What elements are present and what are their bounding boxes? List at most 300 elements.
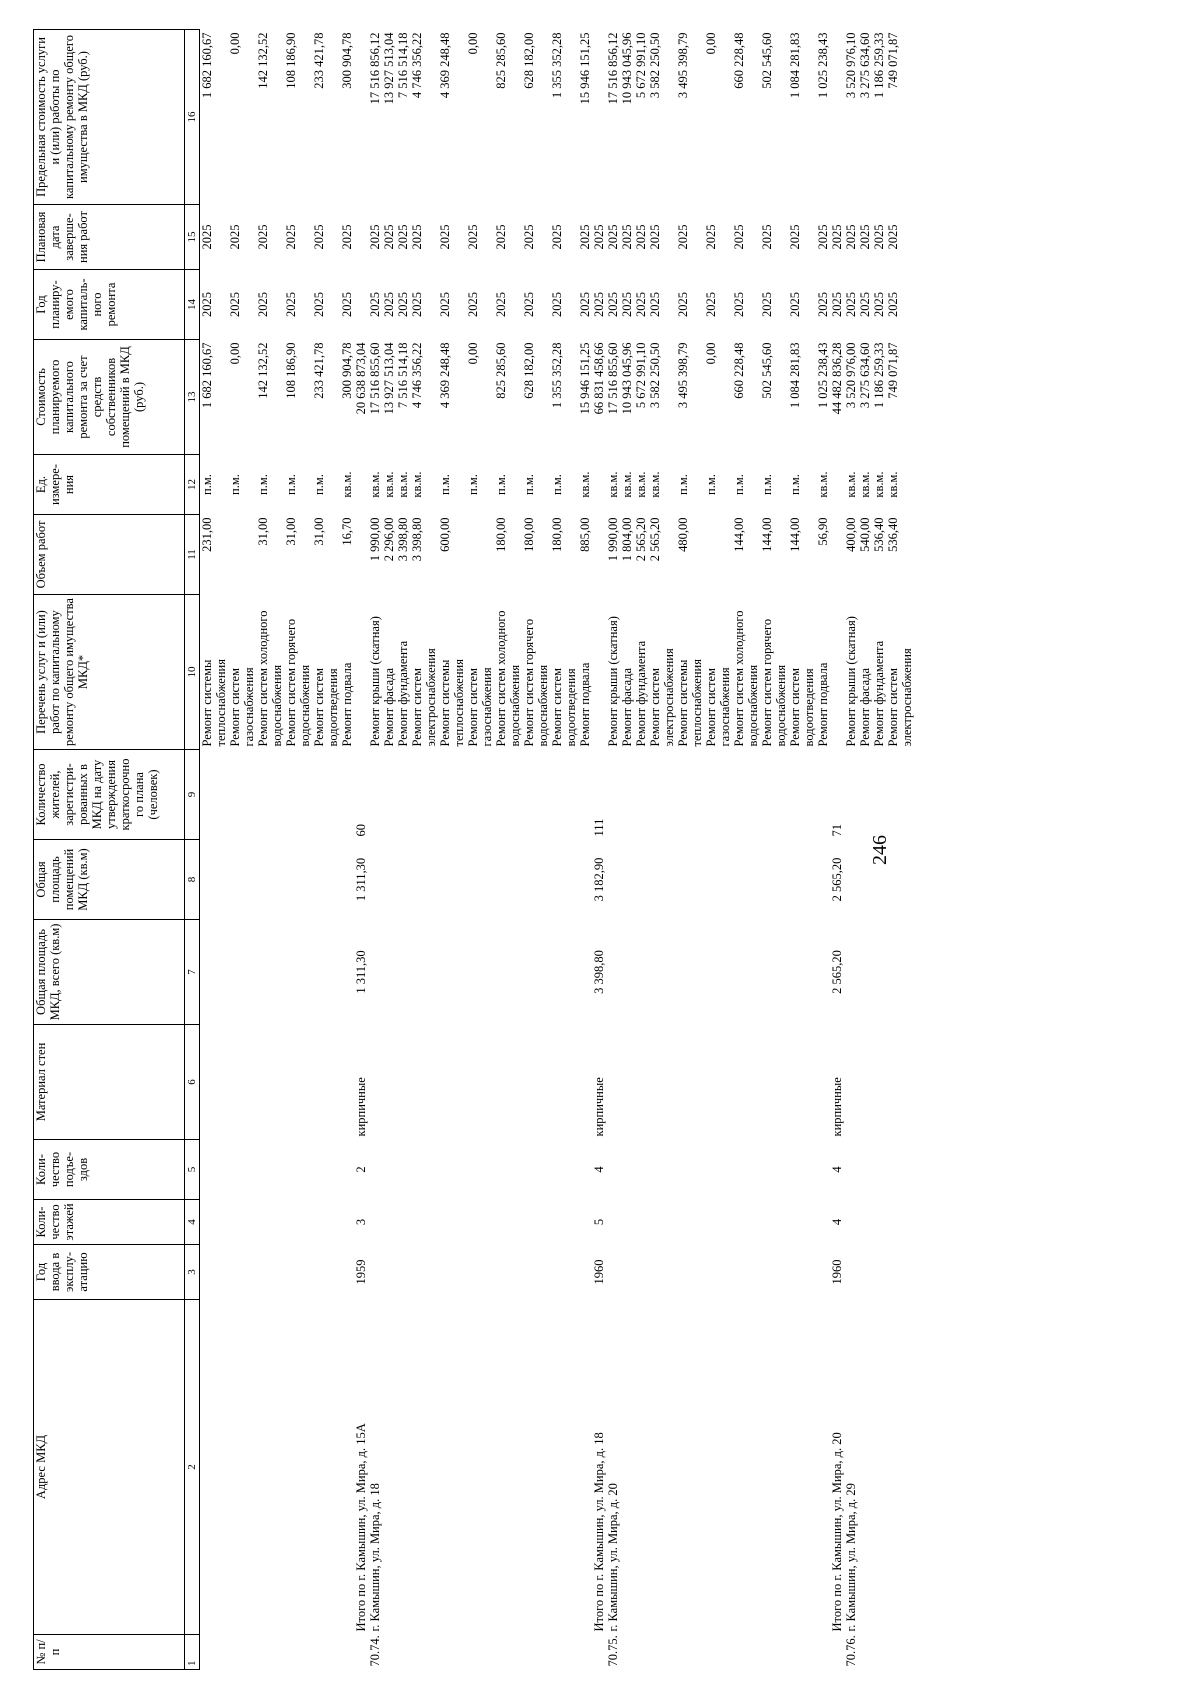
cell-no bbox=[704, 1635, 732, 1670]
cell-entr: 2 bbox=[354, 1166, 368, 1173]
cell-lim: 0,00 bbox=[466, 32, 480, 55]
cell-area2 bbox=[676, 840, 704, 920]
cell-floors bbox=[858, 1200, 872, 1245]
cell-cost: 825 285,60 bbox=[494, 342, 508, 399]
cell-end: 2025 bbox=[368, 224, 382, 250]
table-row bbox=[620, 30, 634, 1670]
cell-area2 bbox=[368, 840, 382, 920]
cell-work: Ремонт систем холодного водоснабжения bbox=[256, 610, 284, 747]
cell-end bbox=[354, 205, 368, 270]
cell-no bbox=[522, 1635, 550, 1670]
cell-year bbox=[368, 1245, 382, 1300]
cell-area2 bbox=[200, 840, 229, 920]
cell-unit: п.м. bbox=[200, 474, 214, 495]
cell-area2 bbox=[410, 840, 438, 920]
column-header: Материал стен bbox=[34, 1025, 185, 1140]
cell-unit: кв.м. bbox=[844, 471, 858, 498]
cell-cost: 749 071,87 bbox=[886, 342, 900, 399]
cell-cost: 233 421,78 bbox=[312, 342, 326, 399]
cell-vol: 144,00 bbox=[732, 517, 746, 552]
cell-no bbox=[760, 1635, 788, 1670]
cell-floors bbox=[676, 1200, 704, 1245]
cell-mat bbox=[760, 1025, 788, 1140]
cell-area2 bbox=[382, 840, 396, 920]
cell-lim: 3 582 250,50 bbox=[648, 32, 662, 99]
cell-year bbox=[732, 1245, 760, 1300]
table-row bbox=[284, 30, 312, 1670]
cell-cost: 4 746 356,22 bbox=[410, 342, 424, 409]
column-header: Стоимость планируемого капитального ремонта за счет средств собственников помещений в МКД (руб.) bbox=[34, 340, 185, 455]
cell-year bbox=[522, 1245, 550, 1300]
cell-unit: кв.м. bbox=[396, 471, 410, 498]
cell-lim: 1 025 238,43 bbox=[816, 32, 830, 99]
cell-vol: 536,40 bbox=[886, 517, 900, 552]
cell-addr bbox=[858, 1300, 872, 1635]
cell-floors bbox=[634, 1200, 648, 1245]
cell-end: 2025 bbox=[228, 224, 242, 250]
cell-no bbox=[494, 1635, 522, 1670]
cell-work: Ремонт подвала bbox=[816, 662, 830, 747]
table-row bbox=[648, 30, 676, 1670]
cell-lim: 749 071,87 bbox=[886, 32, 900, 89]
cell-res bbox=[578, 750, 592, 840]
cell-res bbox=[228, 750, 256, 840]
cell-res bbox=[872, 750, 886, 840]
cell-no: 70.76. bbox=[844, 1635, 858, 1667]
cell-addr bbox=[578, 1300, 592, 1635]
cell-yr: 2025 bbox=[732, 292, 746, 317]
cell-yr: 2025 bbox=[368, 292, 382, 317]
cell-vol bbox=[704, 515, 732, 595]
cell-cost: 0,00 bbox=[228, 342, 242, 365]
cell-unit: кв.м. bbox=[340, 471, 354, 498]
cell-area bbox=[284, 920, 312, 1025]
cell-addr: г. Камышин, ул. Мира, д. 20 bbox=[606, 1483, 620, 1632]
cell-cost: 142 132,52 bbox=[256, 342, 270, 399]
cell-cost: 5 672 991,10 bbox=[634, 342, 648, 409]
cell-yr: 2025 bbox=[522, 292, 536, 317]
cell-end: 2025 bbox=[648, 224, 662, 250]
cell-addr bbox=[494, 1300, 522, 1635]
cell-work: Ремонт фундамента bbox=[396, 640, 410, 747]
cell-unit: кв.м. bbox=[620, 471, 634, 498]
cell-mat bbox=[648, 1025, 676, 1140]
cell-work: Ремонт фасада bbox=[382, 667, 396, 747]
cell-unit: кв.м. bbox=[648, 471, 662, 498]
cell-addr bbox=[228, 1300, 256, 1635]
cell-mat bbox=[522, 1025, 550, 1140]
column-header: Коли-чество подъе-здов bbox=[34, 1140, 185, 1200]
cell-year bbox=[396, 1245, 410, 1300]
cell-work: Ремонт фундамента bbox=[634, 640, 648, 747]
cell-mat bbox=[200, 1025, 229, 1140]
table-row bbox=[732, 30, 760, 1670]
cell-area2 bbox=[550, 840, 578, 920]
cell-yr: 2025 bbox=[396, 292, 410, 317]
cell-entr bbox=[872, 1140, 886, 1200]
cell-addr bbox=[312, 1300, 340, 1635]
cell-yr: 2025 bbox=[200, 292, 214, 317]
cell-end: 2025 bbox=[634, 224, 648, 250]
cell-year bbox=[886, 1245, 914, 1300]
column-header: Адрес МКД bbox=[34, 1300, 185, 1635]
cell-vol: 480,00 bbox=[676, 517, 690, 552]
cell-end: 2025 bbox=[340, 224, 354, 250]
cell-mat: кирпичные bbox=[354, 1077, 368, 1137]
cell-unit: кв.м. bbox=[578, 471, 592, 498]
cell-area bbox=[382, 920, 396, 1025]
cell-area bbox=[634, 920, 648, 1025]
cell-year bbox=[256, 1245, 284, 1300]
cell-end: 2025 bbox=[872, 224, 886, 250]
cell-entr bbox=[396, 1140, 410, 1200]
cell-entr: 4 bbox=[830, 1166, 844, 1173]
cell-end: 2025 bbox=[704, 224, 718, 250]
cell-area bbox=[438, 920, 466, 1025]
cell-floors bbox=[872, 1200, 886, 1245]
cell-entr bbox=[788, 1140, 816, 1200]
cell-floors: 3 bbox=[354, 1218, 368, 1226]
cell-area2 bbox=[620, 840, 634, 920]
cell-cost: 660 228,48 bbox=[732, 342, 746, 399]
cell-entr bbox=[256, 1140, 284, 1200]
cell-area2 bbox=[648, 840, 676, 920]
cell-addr bbox=[704, 1300, 732, 1635]
cell-end: 2025 bbox=[396, 224, 410, 250]
cell-addr: г. Камышин, ул. Мира, д. 29 bbox=[844, 1483, 858, 1632]
cell-end: 2025 bbox=[886, 224, 900, 250]
cell-res bbox=[494, 750, 522, 840]
cell-floors bbox=[648, 1200, 676, 1245]
cell-vol: 180,00 bbox=[522, 517, 536, 552]
cell-area2 bbox=[886, 840, 914, 920]
column-number: 11 bbox=[185, 515, 200, 595]
table-row bbox=[634, 30, 648, 1670]
cell-mat bbox=[438, 1025, 466, 1140]
cell-area2: 3 182,90 bbox=[592, 857, 606, 902]
cell-end: 2025 bbox=[284, 224, 298, 250]
cell-unit bbox=[592, 455, 606, 515]
cell-area bbox=[368, 920, 382, 1025]
cell-work: Ремонт крыши (скатная) bbox=[606, 616, 620, 747]
cell-cost: 3 495 398,79 bbox=[676, 342, 690, 409]
cell-entr bbox=[494, 1140, 522, 1200]
cell-vol: 2 565,20 bbox=[648, 517, 662, 562]
cell-res bbox=[788, 750, 816, 840]
cell-area bbox=[620, 920, 634, 1025]
cell-no bbox=[648, 1635, 676, 1670]
cell-lim: 1 682 160,67 bbox=[200, 32, 214, 99]
cell-mat bbox=[844, 1025, 858, 1140]
cell-yr: 2025 bbox=[550, 292, 564, 317]
cell-mat bbox=[858, 1025, 872, 1140]
cell-res: 60 bbox=[354, 824, 368, 837]
cell-area bbox=[886, 920, 914, 1025]
cell-no bbox=[312, 1635, 340, 1670]
cell-year: 1959 bbox=[354, 1259, 368, 1285]
cell-area bbox=[200, 920, 229, 1025]
cell-year: 1960 bbox=[592, 1259, 606, 1285]
column-header: Год ввода в эксплу-атацию bbox=[34, 1245, 185, 1300]
cell-lim: 3 495 398,79 bbox=[676, 32, 690, 99]
cell-area2: 2 565,20 bbox=[830, 857, 844, 902]
cell-floors bbox=[522, 1200, 550, 1245]
cell-end: 2025 bbox=[382, 224, 396, 250]
cell-floors bbox=[200, 1200, 229, 1245]
cell-entr bbox=[200, 1140, 229, 1200]
cell-res bbox=[340, 750, 354, 840]
cell-yr: 2025 bbox=[228, 292, 242, 317]
cell-area bbox=[494, 920, 522, 1025]
cell-mat bbox=[382, 1025, 396, 1140]
cell-no bbox=[816, 1635, 830, 1670]
cell-addr bbox=[284, 1300, 312, 1635]
cell-work: Ремонт систем газоснабжения bbox=[704, 667, 732, 747]
cell-cost: 17 516 855,60 bbox=[606, 342, 620, 415]
column-header: Общая площадь помещений МКД (кв.м) bbox=[34, 840, 185, 920]
cell-yr: 2025 bbox=[284, 292, 298, 317]
cell-addr bbox=[676, 1300, 704, 1635]
cell-area2 bbox=[788, 840, 816, 920]
cell-vol: 1 990,00 bbox=[606, 517, 620, 562]
cell-entr bbox=[284, 1140, 312, 1200]
cell-yr bbox=[354, 270, 368, 340]
cell-area2 bbox=[858, 840, 872, 920]
cell-year: 1960 bbox=[830, 1259, 844, 1285]
cell-no bbox=[788, 1635, 816, 1670]
cell-cost: 300 904,78 bbox=[340, 342, 354, 399]
cell-mat bbox=[396, 1025, 410, 1140]
cell-yr: 2025 bbox=[760, 292, 774, 317]
cell-addr bbox=[256, 1300, 284, 1635]
cell-end: 2025 bbox=[550, 224, 564, 250]
cell-end: 2025 bbox=[788, 224, 802, 250]
cell-yr: 2025 bbox=[886, 292, 900, 317]
cell-no bbox=[592, 1635, 606, 1670]
cell-floors: 5 bbox=[592, 1218, 606, 1226]
cell-area2 bbox=[284, 840, 312, 920]
cell-mat bbox=[256, 1025, 284, 1140]
cell-res bbox=[844, 750, 858, 840]
cell-work bbox=[830, 595, 844, 750]
cell-floors bbox=[620, 1200, 634, 1245]
cell-year bbox=[788, 1245, 816, 1300]
cell-mat bbox=[466, 1025, 494, 1140]
cell-addr bbox=[648, 1300, 676, 1635]
cell-work: Ремонт подвала bbox=[340, 662, 354, 747]
cell-vol: 144,00 bbox=[788, 517, 802, 552]
cell-lim: 0,00 bbox=[704, 32, 718, 55]
cell-lim: 1 084 281,83 bbox=[788, 32, 802, 99]
cell-area bbox=[676, 920, 704, 1025]
cell-entr bbox=[340, 1140, 354, 1200]
cell-res bbox=[606, 750, 620, 840]
cell-vol: 1 804,00 bbox=[620, 517, 634, 562]
cell-addr bbox=[382, 1300, 396, 1635]
cell-area2 bbox=[606, 840, 620, 920]
cell-work: Ремонт системы теплоснабжения bbox=[438, 659, 466, 747]
cell-lim bbox=[592, 30, 606, 205]
cell-floors bbox=[760, 1200, 788, 1245]
cell-yr: 2025 bbox=[410, 292, 424, 317]
column-number: 15 bbox=[185, 205, 200, 270]
cell-area bbox=[606, 920, 620, 1025]
cell-end: 2025 bbox=[312, 224, 326, 250]
cell-lim: 3 520 976,10 bbox=[844, 32, 858, 99]
cell-floors bbox=[886, 1200, 914, 1245]
cell-lim: 142 132,52 bbox=[256, 32, 270, 89]
cell-area2 bbox=[732, 840, 760, 920]
table-row bbox=[256, 30, 284, 1670]
cell-unit bbox=[354, 455, 368, 515]
cell-work: Ремонт систем водоотведения bbox=[550, 668, 578, 747]
cell-year bbox=[550, 1245, 578, 1300]
cell-addr: г. Камышин, ул. Мира, д. 18 bbox=[368, 1483, 382, 1632]
cell-floors bbox=[438, 1200, 466, 1245]
cell-year bbox=[606, 1245, 620, 1300]
cell-vol: 536,40 bbox=[872, 517, 886, 552]
cell-res bbox=[550, 750, 578, 840]
cell-yr: 2025 bbox=[620, 292, 634, 317]
cell-mat bbox=[606, 1025, 620, 1140]
cell-end: 2025 bbox=[760, 224, 774, 250]
column-number: 14 bbox=[185, 270, 200, 340]
cell-year bbox=[872, 1245, 886, 1300]
cell-area2 bbox=[872, 840, 886, 920]
cell-entr bbox=[606, 1140, 620, 1200]
cell-work: Ремонт системы теплоснабжения bbox=[200, 659, 228, 747]
cell-year bbox=[340, 1245, 354, 1300]
column-header: Предельная стоимость услуги и (или) работы по капитальному ремонту общего имущества в МКД (руб.) bbox=[34, 30, 185, 205]
cell-mat bbox=[368, 1025, 382, 1140]
cell-year bbox=[494, 1245, 522, 1300]
table-row bbox=[844, 30, 858, 1670]
cell-mat bbox=[886, 1025, 914, 1140]
cell-lim: 7 516 514,18 bbox=[396, 32, 410, 99]
cell-area2 bbox=[816, 840, 830, 920]
cell-yr: 2025 bbox=[676, 292, 690, 317]
cell-year bbox=[200, 1245, 229, 1300]
column-number: 4 bbox=[185, 1200, 200, 1245]
cell-vol: 56,90 bbox=[816, 517, 830, 546]
cell-entr bbox=[844, 1140, 858, 1200]
cell-addr bbox=[816, 1300, 830, 1635]
column-header: Коли-чество этажей bbox=[34, 1200, 185, 1245]
cell-yr: 2025 bbox=[256, 292, 270, 317]
cell-unit: п.м. bbox=[788, 474, 802, 495]
cell-no bbox=[200, 1635, 229, 1670]
cell-mat: кирпичные bbox=[592, 1077, 606, 1137]
cell-lim bbox=[830, 30, 844, 205]
cell-lim: 5 672 991,10 bbox=[634, 32, 648, 99]
cell-year bbox=[704, 1245, 732, 1300]
cell-area bbox=[872, 920, 886, 1025]
cell-floors bbox=[368, 1200, 382, 1245]
cell-cost: 0,00 bbox=[704, 342, 718, 365]
cell-work: Ремонт систем холодного водоснабжения bbox=[494, 610, 522, 747]
cell-entr bbox=[634, 1140, 648, 1200]
cell-lim: 3 275 634,60 bbox=[858, 32, 872, 99]
cell-no: 70.75. bbox=[606, 1635, 620, 1667]
cell-area2 bbox=[634, 840, 648, 920]
cell-lim: 108 186,90 bbox=[284, 32, 298, 89]
cell-year bbox=[816, 1245, 830, 1300]
cell-area: 2 565,20 bbox=[830, 950, 844, 994]
cell-work: Ремонт систем горячего водоснабжения bbox=[522, 618, 550, 747]
table-row bbox=[368, 30, 382, 1670]
cell-work: Ремонт систем газоснабжения bbox=[466, 667, 494, 747]
cell-addr bbox=[872, 1300, 886, 1635]
cell-yr: 2025 bbox=[704, 292, 718, 317]
column-header: Год планиру-емого капиталь-ного ремонта bbox=[34, 270, 185, 340]
cell-work: Ремонт системы теплоснабжения bbox=[676, 659, 704, 747]
cell-work bbox=[592, 595, 606, 750]
cell-year bbox=[284, 1245, 312, 1300]
cell-end: 2025 bbox=[410, 224, 424, 250]
cell-vol bbox=[592, 515, 606, 595]
cell-mat bbox=[788, 1025, 816, 1140]
cell-mat bbox=[494, 1025, 522, 1140]
cell-unit: кв.м. bbox=[816, 471, 830, 498]
cell-addr bbox=[760, 1300, 788, 1635]
cell-no bbox=[872, 1635, 886, 1670]
cell-year bbox=[312, 1245, 340, 1300]
column-number: 6 bbox=[185, 1025, 200, 1140]
cell-floors bbox=[256, 1200, 284, 1245]
cell-yr: 2025 bbox=[382, 292, 396, 317]
cell-addr bbox=[466, 1300, 494, 1635]
cell-cost: 502 545,60 bbox=[760, 342, 774, 399]
cell-no bbox=[830, 1635, 844, 1670]
cell-no bbox=[550, 1635, 578, 1670]
table-row bbox=[858, 30, 872, 1670]
cell-area bbox=[396, 920, 410, 1025]
cell-lim: 233 421,78 bbox=[312, 32, 326, 89]
column-header: Общая площадь МКД, всего (кв.м) bbox=[34, 920, 185, 1025]
cell-lim: 628 182,00 bbox=[522, 32, 536, 89]
cell-no bbox=[396, 1635, 410, 1670]
cell-entr bbox=[578, 1140, 592, 1200]
cell-lim bbox=[354, 30, 368, 205]
column-number: 2 bbox=[185, 1300, 200, 1635]
cell-lim: 17 516 856,12 bbox=[368, 32, 382, 105]
table-row bbox=[228, 30, 256, 1670]
cell-floors bbox=[550, 1200, 578, 1245]
cell-no: 70.74. bbox=[368, 1635, 382, 1667]
cell-yr: 2025 bbox=[634, 292, 648, 317]
cell-yr: 2025 bbox=[312, 292, 326, 317]
column-header: Ед. измере-ния bbox=[34, 455, 185, 515]
table-row bbox=[396, 30, 410, 1670]
cell-unit: п.м. bbox=[228, 474, 242, 495]
cell-work: Ремонт систем водоотведения bbox=[312, 668, 340, 747]
cell-cost: 3 582 250,50 bbox=[648, 342, 662, 409]
cell-lim: 17 516 856,12 bbox=[606, 32, 620, 105]
cell-end: 2025 bbox=[200, 224, 214, 250]
cell-entr bbox=[228, 1140, 256, 1200]
cell-area2 bbox=[438, 840, 466, 920]
cell-mat bbox=[410, 1025, 438, 1140]
cell-cost: 10 943 045,96 bbox=[620, 342, 634, 415]
table-row bbox=[494, 30, 522, 1670]
cell-work: Ремонт систем электроснабжения bbox=[410, 648, 438, 747]
cell-floors bbox=[382, 1200, 396, 1245]
table-row bbox=[382, 30, 396, 1670]
cell-mat bbox=[676, 1025, 704, 1140]
cell-res bbox=[284, 750, 312, 840]
cell-area bbox=[760, 920, 788, 1025]
cell-area: 3 398,80 bbox=[592, 950, 606, 994]
